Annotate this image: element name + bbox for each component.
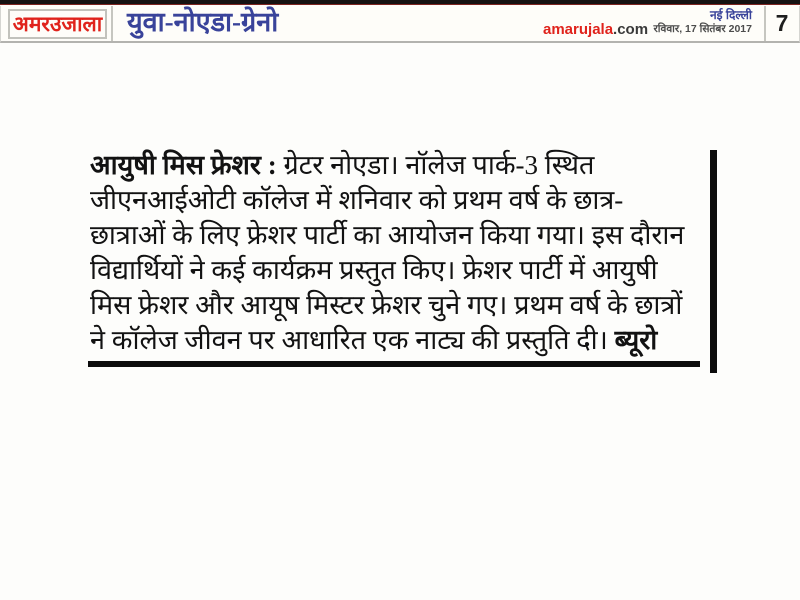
newspaper-logo [8,9,107,39]
page-number: 7 [775,10,789,36]
website-name: amarujala [543,21,614,38]
article-line [90,323,708,358]
article-line: विद्यार्थियों ने कई कार्यक्रम प्रस्तुत किए। फ्रेशर पार्टी में आयुषी [90,255,658,285]
article-lead: आयुषी मिस फ्रेशर : [90,150,284,180]
article-line: मिस फ्रेशर और आयूष मिस्टर फ्रेशर चुने गए। प्रथम वर्ष के छात्रों [90,290,683,320]
article-line: छात्राओं के लिए फ्रेशर पार्टी का आयोजन किया गया। इस दौरान [90,220,685,250]
website-tld: .com [613,21,649,38]
article-text: ने कॉलेज जीवन पर आधारित एक नाट्य की प्रस्तुति दी। [90,325,615,355]
article-text: ग्रेटर नोएडा। नॉलेज पार्क-3 स्थित [283,150,595,180]
news-article [90,148,708,358]
masthead-divider [111,6,113,41]
article-right-rule [710,150,717,373]
section-title: युवा-नोएडा-ग्रेनो [127,7,279,37]
article-line: जीएनआईओटी कॉलेज में शनिवार को प्रथम वर्ष के छात्र- [90,185,624,215]
article-bottom-rule [88,361,700,367]
article-line [90,148,708,183]
top-accent-bar [0,0,800,5]
logo-text: अमरउजाला [12,12,103,36]
edition-info [653,8,752,36]
edition-city: नई दिल्ली [709,8,752,22]
masthead [0,6,800,43]
website-link[interactable] [543,21,648,38]
edition-date: रविवार, 17 सितंबर 2017 [653,23,752,35]
byline: ब्यूरो [614,325,658,355]
